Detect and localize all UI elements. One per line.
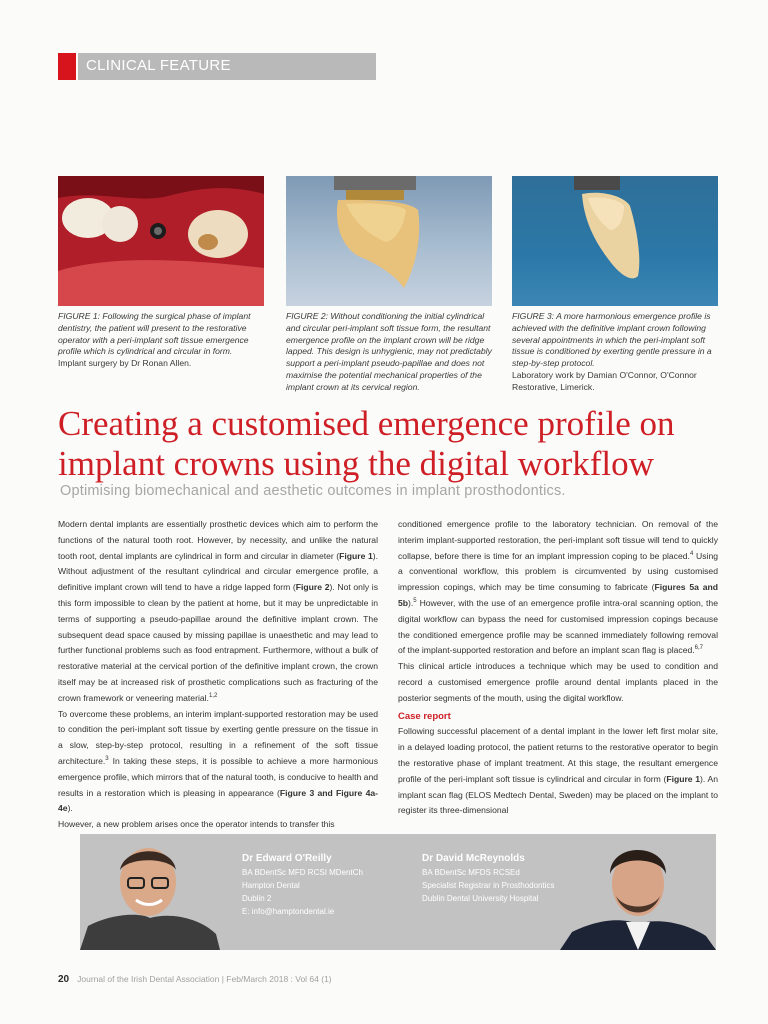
body-column-2 (398, 517, 718, 819)
article-title: Creating a customised emergence profile on implant crowns using the digital workflow (58, 404, 675, 483)
author-1-photo (80, 834, 220, 950)
case-report-heading: Case report (398, 710, 451, 722)
paragraph: However, a new problem arises once the operator intends to transfer this (58, 819, 335, 830)
article-subtitle: Optimising biomechanical and aesthetic outcomes in implant prosthodontics. (60, 483, 566, 499)
page-footer (58, 974, 332, 985)
figure-3-caption: FIGURE 3: A more harmonious emergence profile is achieved with the definitive implant crown following several appointments in which the peri-implant soft tissue is conditioned by exerting gentle pressure in a step-by-step protocol. Laboratory work by Damian O'Connor, O'Connor Restorative, Limerick. (512, 311, 712, 392)
figure-1-image (58, 176, 264, 306)
figure-1-caption: FIGURE 1: Following the surgical phase of implant dentistry, the patient will present to the restorative operator with a peri-implant soft tissue emergence profile which is cylindrical and circular in form. Implant surgery by Dr Ronan Allen. (58, 311, 251, 369)
author-name: Dr David McReynolds (422, 853, 525, 864)
paragraph: To overcome these problems, an interim implant-supported restoration may be used to condition the peri-implant soft tissue by exerting gentle pressure on the tissue in a slow, step-by-step protocol, resulting in a refinement of the soft tissue architecture.$^3$ In taking these steps, it is possible to achieve a more harmonious emergence profile, which mirrors that of the natural tooth, is conducive to health and results in a restoration which is pleasing in appearance (Figure 3 and Figure 4a-4e). (58, 708, 378, 814)
author-email: E: info@hamptondental.ie (242, 907, 335, 916)
author-name: Dr Edward O'Reilly (242, 853, 332, 864)
paragraph: Following successful placement of a dental implant in the lower left first molar site, in a delayed loading protocol, the patient returns to the restorative operator to begin the restorative phase of implant treatment. At this stage, the resultant emergence profile of the peri-implant soft tissue is cylindrical and circular in form (Figure 1). An implant scan flag (ELOS Medtech Dental, Sweden) may be placed on the implant to register its three-dimensional (398, 726, 718, 816)
author-1-details: Dr Edward O'Reilly BA BDentSc MFD RCSI MDentCh Hampton Dental Dublin 2 E: info@hamptondental.ie (242, 853, 363, 916)
paragraph: conditioned emergence profile to the laboratory technician. On removal of the interim implant-supported restoration, the peri-implant soft tissue will tend to quickly collapse, before there is time for an implant impression coping to be placed.$^4$ Using a conventional workflow, this problem is circumvented by using customised impression copings, which may be time consuming to fabricate (Figures 5a and 5b).$^5$ However, with the use of an emergence profile intra-oral scanning option, the digital workflow can bypass the need for customised impression copings because the conditioned emergence profile may be scanned immediately following removal of the implant-supported restoration and before an implant scan flag is placed.$^{6,7}$ (398, 519, 719, 656)
paragraph: This clinical article introduces a technique which may be used to condition and record a customised emergence profile around dental implants placed in the posterior segments of the mouth, using the digital workflow. (398, 661, 718, 703)
author-2-photo (560, 834, 716, 950)
page-number: 20 (58, 974, 70, 985)
journal-info: Journal of the Irish Dental Association | Feb/March 2018 : Vol 64 (1) (77, 974, 332, 984)
paragraph: Modern dental implants are essentially prosthetic devices which aim to perform the functions of the natural tooth root. However, by necessity, and unlike the natural tooth root, dental implants are cylindrical in form and circular in diameter (Figure 1). Without adjustment of the resultant cylindrical and circular emergence profile, a definitive implant crown will tend to have a ridge lapped form (Figure 2). Not only is this form impossible to clean by the patient at home, but it may be unpredictable in terms of supporting a pseudo-papillae around the definitive implant crown. The subsequent dead space caused by missing papillae is unaesthetic and may lead to further functional problems such as food entrapment. Furthermore, without a bulk of restorative material at the cervical portion of the definitive implant crown, the crown itself may be at increased risk of prosthetic complications such as fracturing of the crown framework or veneering material.$^{1,2}$ (58, 519, 378, 703)
author-2-details: Dr David McReynolds BA BDentSc MFDS RCSEd Specialist Registrar in Prosthodontics Dublin Dental University Hospital (422, 853, 555, 903)
section-label: CLINICAL FEATURE (86, 57, 231, 74)
figure-2-image (286, 176, 492, 306)
section-marker (58, 53, 76, 80)
figure-2-caption: FIGURE 2: Without conditioning the initial cylindrical and circular peri-implant soft tissue form, the resultant emergence profile on the implant crown will be ridge lapped. This design is unhygienic, may not predictably support a peri-implant pseudo-papillae and does not maximise the potential mechanical properties of the implant crown at its cervical region. (286, 311, 492, 392)
body-column-1 (58, 517, 378, 833)
figure-3-image (512, 176, 718, 306)
